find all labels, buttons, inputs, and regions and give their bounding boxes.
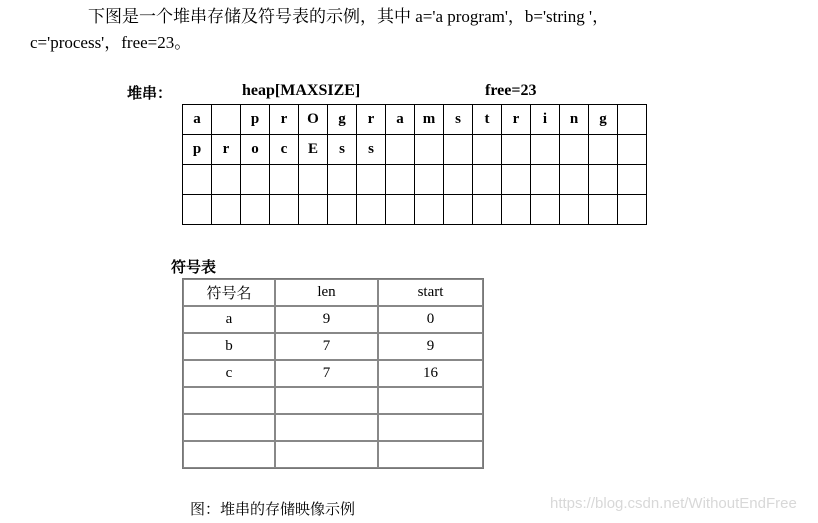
len-cell: 9 xyxy=(275,306,378,333)
heap-cell xyxy=(618,165,647,195)
heap-cell xyxy=(618,195,647,225)
heap-cell: E xyxy=(299,135,328,165)
heap-row xyxy=(183,135,647,165)
heap-cell xyxy=(473,165,502,195)
start-cell: 0 xyxy=(378,306,483,333)
heap-cell xyxy=(328,195,357,225)
heap-cell xyxy=(357,195,386,225)
heap-cell: r xyxy=(357,105,386,135)
heap-cell xyxy=(183,195,212,225)
symbol-name-cell: c xyxy=(183,360,275,387)
heap-cell: c xyxy=(270,135,299,165)
heap-row xyxy=(183,195,647,225)
heap-cell: s xyxy=(357,135,386,165)
heap-cell: r xyxy=(270,105,299,135)
heap-cell xyxy=(473,195,502,225)
heap-label: 堆串： xyxy=(127,84,173,102)
heap-free-pointer: free=23 xyxy=(485,82,537,99)
heap-cell: O xyxy=(299,105,328,135)
symbol-table-row xyxy=(183,387,483,414)
symbol-name-cell xyxy=(183,387,275,414)
heap-cell xyxy=(618,135,647,165)
len-cell: 7 xyxy=(275,360,378,387)
start-cell xyxy=(378,414,483,441)
start-cell xyxy=(378,441,483,468)
heap-cell xyxy=(531,165,560,195)
heap-cell xyxy=(386,135,415,165)
heap-storage-grid xyxy=(182,104,647,225)
heap-cell: s xyxy=(444,105,473,135)
heap-cell xyxy=(560,165,589,195)
heap-cell xyxy=(502,195,531,225)
intro-line-2: c='process'，free=23。 xyxy=(30,33,192,52)
symbol-table xyxy=(182,278,484,469)
heap-cell: o xyxy=(241,135,270,165)
intro-paragraph xyxy=(30,4,800,56)
heap-cell xyxy=(444,135,473,165)
heap-cell xyxy=(415,195,444,225)
heap-cell xyxy=(444,195,473,225)
symbol-table-row xyxy=(183,333,483,360)
heap-cell xyxy=(589,195,618,225)
header-start: start xyxy=(378,279,483,306)
heap-cell xyxy=(299,165,328,195)
len-cell xyxy=(275,414,378,441)
heap-cell xyxy=(270,195,299,225)
heap-cell xyxy=(502,165,531,195)
start-cell: 9 xyxy=(378,333,483,360)
heap-cell xyxy=(473,135,502,165)
heap-cell: r xyxy=(502,105,531,135)
heap-cell xyxy=(589,135,618,165)
heap-cell xyxy=(618,105,647,135)
symbol-table-header-row xyxy=(183,279,483,306)
header-symbol-name: 符号名 xyxy=(183,279,275,306)
heap-cell xyxy=(357,165,386,195)
heap-cell xyxy=(386,165,415,195)
symbol-name-cell: a xyxy=(183,306,275,333)
header-len: len xyxy=(275,279,378,306)
heap-cell xyxy=(328,165,357,195)
symbol-name-cell xyxy=(183,441,275,468)
heap-cell: p xyxy=(183,135,212,165)
heap-row xyxy=(183,105,647,135)
heap-cell: t xyxy=(473,105,502,135)
heap-cell xyxy=(560,195,589,225)
symbol-table-label: 符号表 xyxy=(171,258,217,276)
figure-caption: 图：堆串的存储映像示例 xyxy=(190,500,356,518)
heap-cell xyxy=(212,165,241,195)
len-cell xyxy=(275,441,378,468)
watermark: https://blog.csdn.net/WithoutEndFree xyxy=(550,495,797,512)
heap-array-name: heap[MAXSIZE] xyxy=(242,82,361,99)
heap-cell xyxy=(212,195,241,225)
heap-cell: r xyxy=(212,135,241,165)
heap-cell: g xyxy=(589,105,618,135)
symbol-table-row xyxy=(183,306,483,333)
symbol-table-row xyxy=(183,441,483,468)
heap-cell xyxy=(589,165,618,195)
heap-cell xyxy=(560,135,589,165)
heap-cell xyxy=(531,195,560,225)
heap-cell xyxy=(183,165,212,195)
symbol-name-cell: b xyxy=(183,333,275,360)
heap-cell xyxy=(386,195,415,225)
heap-cell xyxy=(444,165,473,195)
symbol-table-row xyxy=(183,360,483,387)
heap-cell xyxy=(299,195,328,225)
heap-cell: i xyxy=(531,105,560,135)
symbol-name-cell xyxy=(183,414,275,441)
heap-cell xyxy=(415,135,444,165)
heap-cell: a xyxy=(183,105,212,135)
heap-cell xyxy=(270,165,299,195)
heap-cell xyxy=(415,165,444,195)
heap-cell: m xyxy=(415,105,444,135)
heap-cell: g xyxy=(328,105,357,135)
len-cell: 7 xyxy=(275,333,378,360)
heap-cell xyxy=(241,195,270,225)
heap-row xyxy=(183,165,647,195)
heap-cell: p xyxy=(241,105,270,135)
heap-cell xyxy=(531,135,560,165)
symbol-table-row xyxy=(183,414,483,441)
start-cell xyxy=(378,387,483,414)
heap-cell: n xyxy=(560,105,589,135)
heap-cell: s xyxy=(328,135,357,165)
len-cell xyxy=(275,387,378,414)
heap-cell xyxy=(241,165,270,195)
heap-cell xyxy=(212,105,241,135)
heap-cell xyxy=(502,135,531,165)
start-cell: 16 xyxy=(378,360,483,387)
heap-cell: a xyxy=(386,105,415,135)
intro-line-1: 下图是一个堆串存储及符号表的示例，其中 a='a program'，b='string '， xyxy=(88,7,610,26)
